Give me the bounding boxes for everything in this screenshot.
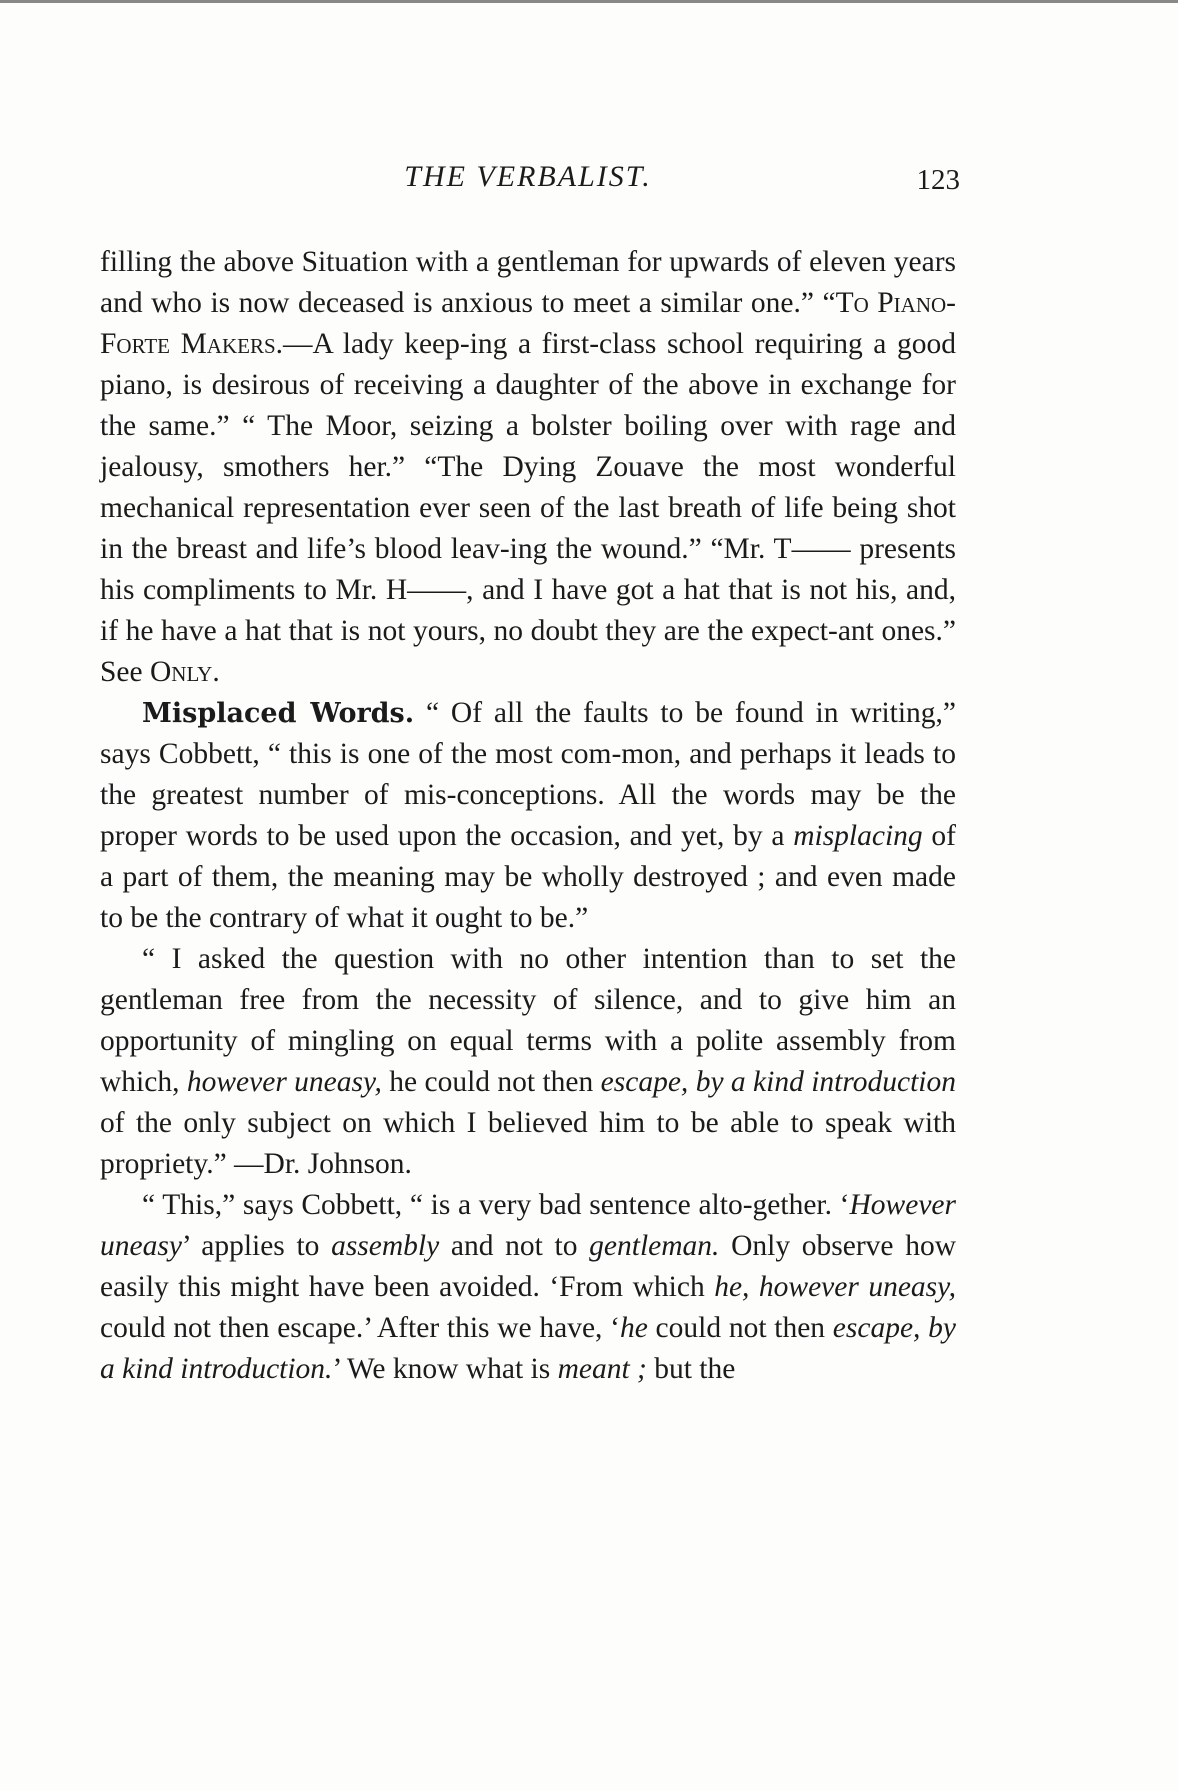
p4-italic-b: However uneasy [100, 1189, 956, 1262]
p1-cross-reference: Only. [149, 656, 220, 688]
running-head [100, 160, 960, 200]
p4-text-m: ’ We know what is [332, 1353, 558, 1385]
p3-text-a: “ I asked the question with no other intention than to set the gentleman free from the necessity of silence, and to give him an opportunity of mingling on equal terms with a polite assembly from which, [100, 943, 956, 1098]
p3-text-c: he could not then [381, 1066, 601, 1098]
p4-text-a: “ This,” says Cobbett, “ is a very bad sentence alto-gether. ‘ [142, 1189, 850, 1221]
page-number: 123 [916, 164, 960, 196]
p2-text-c: of a part of them, the meaning may be wholly destroyed ; and even made to be the contrary of what it ought to be.” [100, 820, 956, 934]
p4-text-c: ’ applies to [181, 1230, 332, 1262]
p2-italic-b: misplacing [793, 820, 923, 852]
paragraph-3 [100, 939, 956, 1185]
page-top-edge [0, 0, 1178, 3]
p1-text-a: filling the above Situation with a gentleman for upwards of eleven years and who is now deceased is anxious to meet a similar one.” “ [100, 246, 956, 319]
p4-italic-l: escape, by a kind introduction. [100, 1312, 956, 1385]
p4-text-i: could not then escape.’ After this we have, ‘ [100, 1312, 620, 1344]
paragraph-2 [100, 693, 956, 939]
p1-smallcaps-heading: To Piano-Forte Makers. [100, 287, 956, 360]
paragraph-1 [100, 242, 956, 693]
running-head-title: THE VERBALIST. [404, 160, 652, 193]
paragraph-4 [100, 1185, 956, 1390]
p2-text-a: “ Of all the faults to be found in writing,” says Cobbett, “ this is one of the most com-mon, and perhaps it leads to the greatest number of mis-conceptions. All the words may be the proper words to be used upon the occasion, and yet, by a [100, 697, 956, 852]
p4-text-g: Only observe how easily this might have been avoided. ‘From which [100, 1230, 956, 1303]
p4-italic-d: assembly [331, 1230, 440, 1262]
body-text [100, 242, 956, 1390]
p4-italic-f: gentleman. [589, 1230, 720, 1262]
p3-italic-d: escape, by a kind introduction [600, 1066, 956, 1098]
p4-italic-h: he, however uneasy, [714, 1271, 956, 1303]
p4-text-e: and not to [439, 1230, 590, 1262]
entry-heading-misplaced-words: Misplaced Words. [142, 698, 415, 729]
p4-italic-j: he [619, 1312, 648, 1344]
p1-text-c: —A lady keep-ing a first-class school requiring a good piano, is desirous of receiving a daughter of the above in exchange for the same.” “ The Moor, seizing a bolster boiling over with rage and jealousy, smothers her.” “The Dying Zouave the most wonderful mechanical representation ever seen of the last breath of life being shot in the breast and life’s blood leav-ing the wound.” “Mr. T—— presents his compliments to Mr. H——, and I have got a hat that is not his, and, if he have a hat that is not yours, no doubt they are the expect-ant ones.” See [100, 328, 956, 688]
p3-italic-b: however uneasy, [186, 1066, 382, 1098]
p4-italic-n: meant ; [557, 1353, 647, 1385]
p4-text-k: could not then [647, 1312, 833, 1344]
p3-text-e: of the only subject on which I believed him to be able to speak with propriety.” —Dr. Johnson. [100, 1107, 956, 1180]
p4-text-o: but the [646, 1353, 736, 1385]
